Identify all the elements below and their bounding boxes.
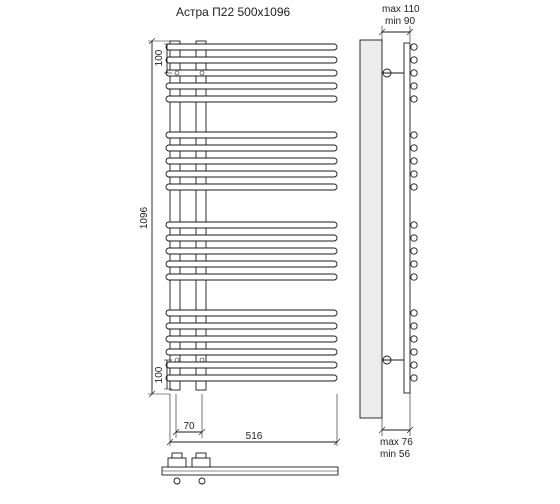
heating-bar [166, 310, 337, 316]
bottom-wall-distance [379, 393, 413, 460]
tube-end [411, 248, 417, 254]
heating-bar [166, 132, 337, 138]
tube-end [411, 184, 417, 190]
bottom-max-label: max 76 [380, 437, 413, 448]
top-wall-distance [379, 4, 420, 42]
bottom-min-label: min 56 [380, 449, 411, 460]
heating-bar [166, 96, 337, 102]
heating-bar [166, 248, 337, 254]
heating-bar [166, 375, 337, 381]
top-max-label: max 110 [382, 4, 420, 15]
tube-end [411, 222, 417, 228]
tube-end [411, 274, 417, 280]
wall [360, 40, 382, 418]
tube-end [411, 83, 417, 89]
heating-bar [166, 184, 337, 190]
top-bracket [382, 69, 404, 77]
heating-bar [166, 83, 337, 89]
tube-end [411, 96, 417, 102]
heating-bar [166, 323, 337, 329]
tube-end [411, 235, 417, 241]
heating-bar [166, 362, 337, 368]
heating-bar [166, 261, 337, 267]
heating-bar [166, 145, 337, 151]
heating-bar [166, 222, 337, 228]
connection-offset-label: 70 [183, 421, 195, 432]
side-collector [404, 43, 410, 393]
bottom-spacing-label: 100 [154, 366, 165, 384]
side-view [360, 40, 417, 418]
width-dimension [167, 394, 340, 446]
heating-bar [166, 171, 337, 177]
heating-bar [166, 274, 337, 280]
heating-bar [166, 158, 337, 164]
tube-end [411, 310, 417, 316]
heating-bar [166, 70, 337, 76]
top-view [162, 453, 338, 484]
product-title: Астра П22 500х1096 [176, 5, 291, 19]
heating-bar [166, 336, 337, 342]
tube-end [411, 70, 417, 76]
tube-end [411, 323, 417, 329]
tube-end [411, 158, 417, 164]
tube-end [411, 349, 417, 355]
tube-end [411, 57, 417, 63]
height-label: 1096 [139, 206, 150, 230]
heating-bar [166, 44, 337, 50]
tube-end [411, 336, 417, 342]
heating-bar [166, 235, 337, 241]
height-dimension [139, 38, 170, 397]
heating-bar [166, 57, 337, 63]
tube-end [411, 171, 417, 177]
heating-bar [166, 349, 337, 355]
tube-end [411, 44, 417, 50]
connection-offset-dimension [173, 394, 205, 438]
side-tubes [411, 44, 417, 381]
tube-end [411, 145, 417, 151]
tube-end [411, 362, 417, 368]
front-bars [166, 44, 337, 381]
bottom-bracket [382, 356, 404, 364]
width-label: 516 [245, 431, 263, 442]
top-min-label: min 90 [385, 16, 416, 27]
tube-end [411, 261, 417, 267]
front-view [166, 41, 337, 390]
tube-end [411, 375, 417, 381]
top-spacing-label: 100 [154, 49, 165, 67]
tube-end [411, 132, 417, 138]
